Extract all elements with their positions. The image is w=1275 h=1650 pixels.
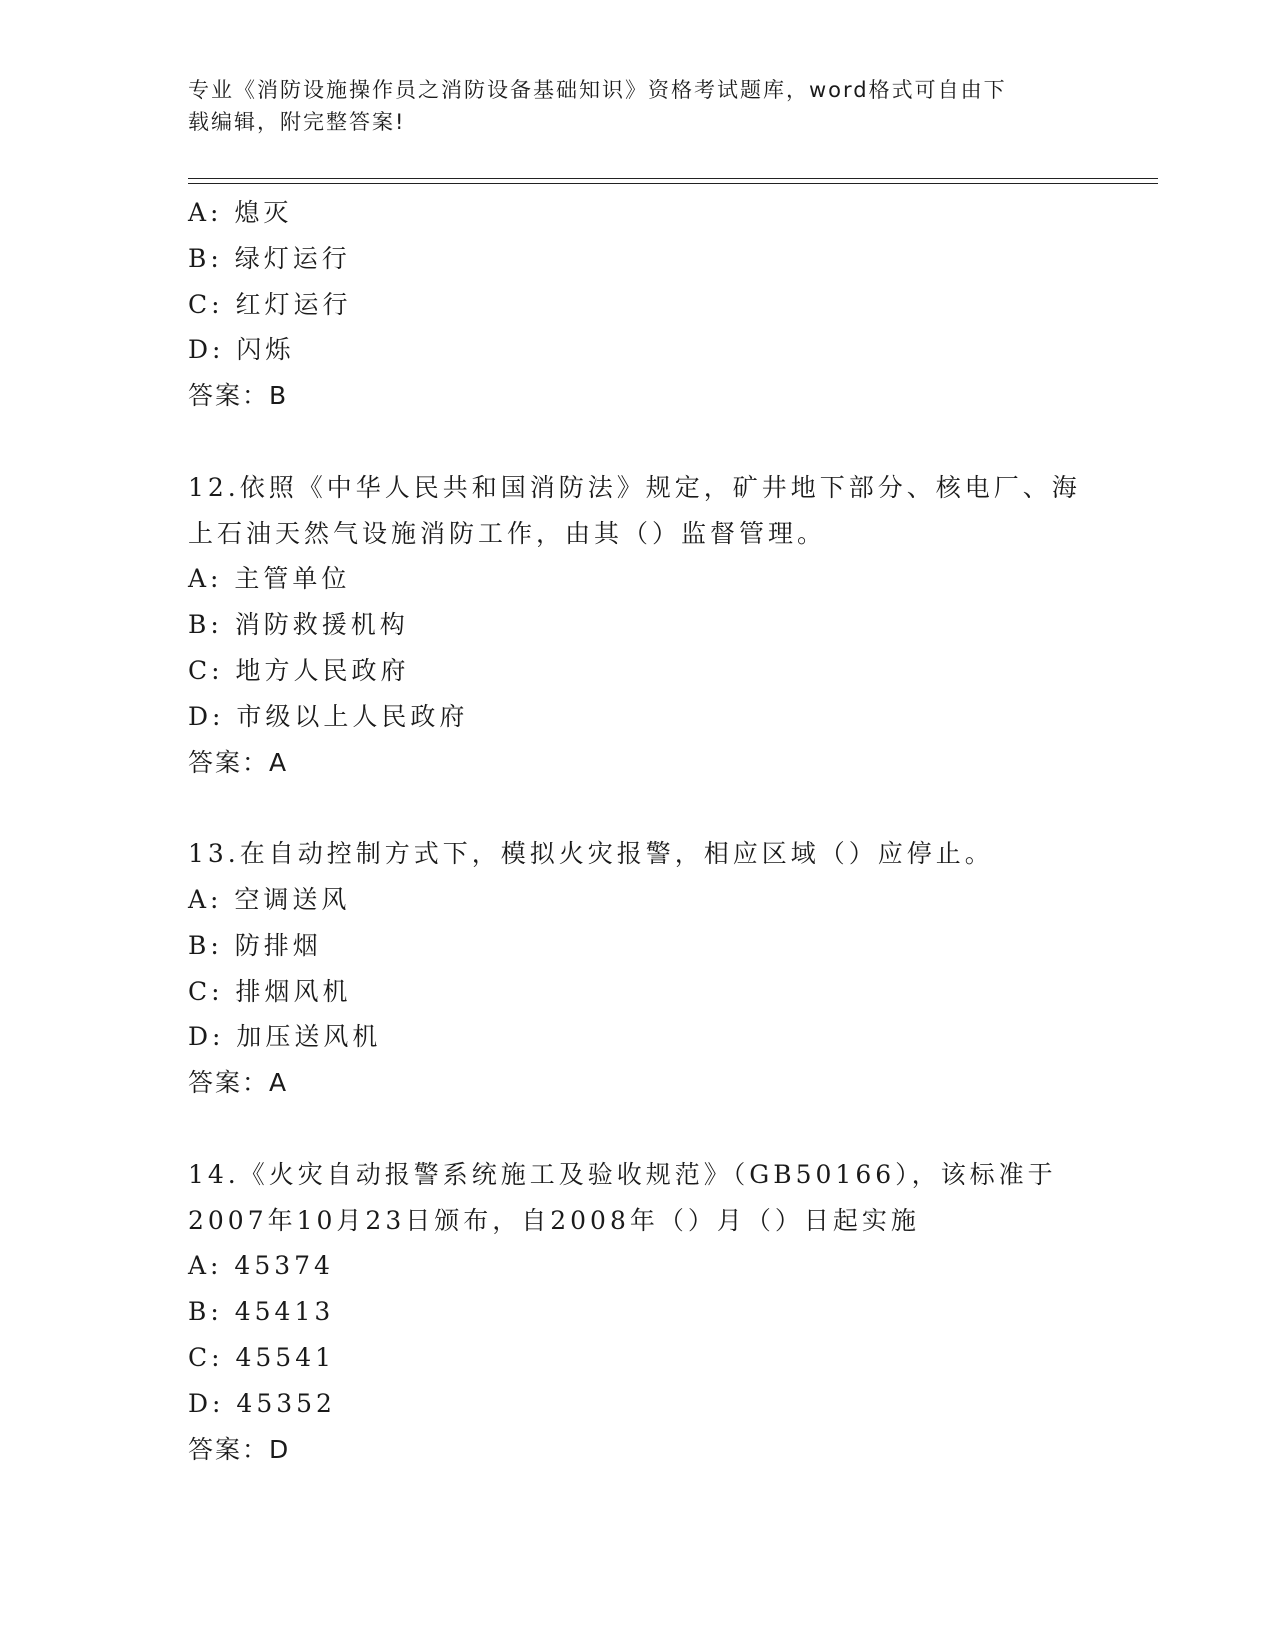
header-divider-top: [188, 178, 1158, 179]
question-text: [188, 465, 1088, 557]
option-c: C: 红灯运行: [188, 289, 352, 319]
header-divider-bottom: [188, 183, 1158, 184]
question-text-line-1: 13.在自动控制方式下，模拟火灾报警，相应区域（）应停止。: [188, 839, 994, 869]
option-c: C: 地方人民政府: [188, 655, 410, 685]
option-d: D: 市级以上人民政府: [188, 701, 469, 731]
question-11: [188, 190, 1088, 419]
question-14: [188, 1152, 1088, 1473]
question-text-line-2: 上石油天然气设施消防工作，由其（）监督管理。: [188, 518, 827, 548]
answer: 答案：B: [188, 381, 289, 411]
option-a: A: 45374: [188, 1251, 334, 1281]
question-text-line-1: 12.依照《中华人民共和国消防法》规定，矿井地下部分、核电厂、海: [188, 472, 1081, 502]
answer: 答案：D: [188, 1434, 291, 1464]
option-b: B: 防排烟: [188, 930, 322, 960]
option-b: B: 绿灯运行: [188, 243, 351, 273]
answer: 答案：A: [188, 1068, 289, 1098]
question-text: [188, 1152, 1088, 1244]
question-text-line-1: 14.《火灾自动报警系统施工及验收规范》（GB50166），该标准于: [188, 1159, 1057, 1189]
option-b: B: 消防救援机构: [188, 610, 409, 640]
answer: 答案：A: [188, 747, 289, 777]
option-a: A: 熄灭: [188, 198, 293, 227]
option-b: B: 45413: [188, 1297, 335, 1327]
option-c: C: 排烟风机: [188, 976, 352, 1006]
question-13: [188, 831, 1088, 1106]
spacer: [188, 419, 1088, 465]
spacer: [188, 1106, 1088, 1152]
question-list: [188, 190, 1088, 1472]
question-12: [188, 465, 1088, 786]
option-d: D: 加压送风机: [188, 1022, 382, 1052]
spacer: [188, 785, 1088, 831]
document-header: [188, 74, 1068, 138]
question-text-line-2: 2007年10月23日颁布，自2008年（）月（）日起实施: [188, 1205, 920, 1235]
question-text: [188, 831, 1088, 877]
option-a: A: 空调送风: [188, 884, 351, 914]
option-a: A: 主管单位: [188, 564, 351, 594]
header-line-2: 载编辑，附完整答案!: [188, 110, 406, 134]
option-d: D: 45352: [188, 1388, 336, 1418]
header-line-1: 专业《消防设施操作员之消防设备基础知识》资格考试题库，word格式可自由下: [188, 78, 1007, 102]
option-c: C: 45541: [188, 1342, 336, 1372]
option-d: D: 闪烁: [188, 335, 295, 365]
